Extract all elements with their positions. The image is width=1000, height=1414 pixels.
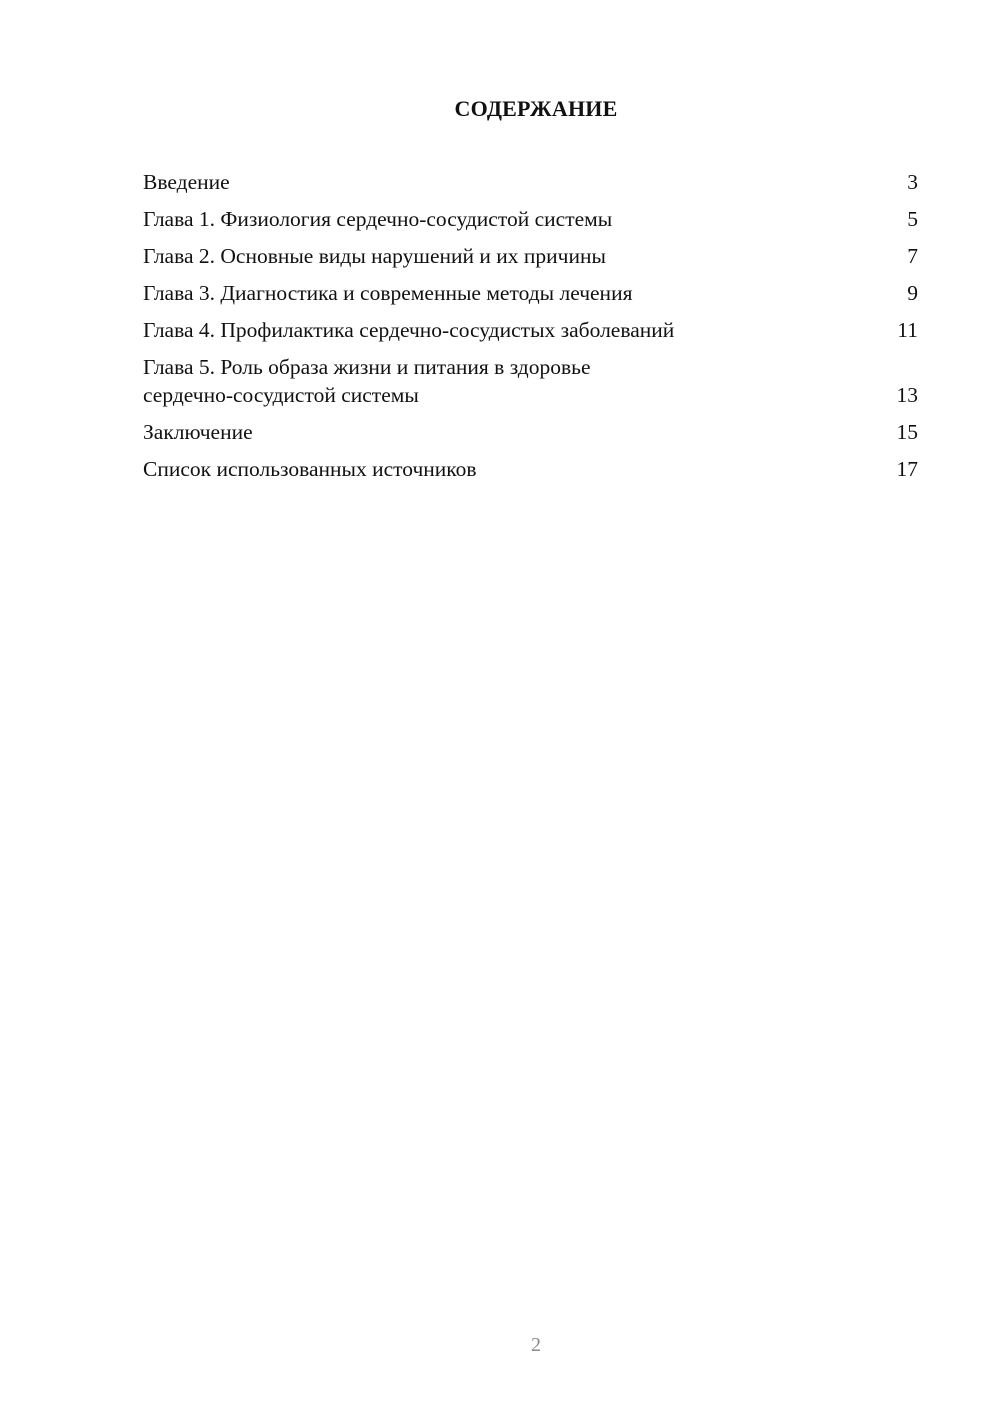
- toc-entry-page: 17: [896, 457, 918, 481]
- toc-entry-chapter-5[interactable]: [143, 353, 918, 409]
- toc-entry-page: 15: [896, 420, 918, 444]
- toc-entry-text: Список использованных источников: [143, 457, 477, 481]
- toc-entry-chapter-2[interactable]: [143, 242, 918, 270]
- toc-entry-page: 9: [907, 281, 918, 305]
- toc-entry-chapter-3[interactable]: [143, 279, 918, 307]
- toc-entry-page: 3: [907, 170, 918, 194]
- toc-entry-references[interactable]: [143, 455, 918, 483]
- toc-entry-text: Глава 1. Физиология сердечно-сосудистой системы: [143, 207, 613, 231]
- toc-entry-chapter-4[interactable]: [143, 316, 918, 344]
- toc-entry-page: 11: [897, 318, 918, 342]
- toc-entry-page: 13: [896, 383, 918, 407]
- toc-entry-conclusion[interactable]: [143, 418, 918, 446]
- toc-entry-text: Введение: [143, 170, 230, 194]
- toc-title: СОДЕРЖАНИЕ: [454, 96, 618, 121]
- toc-entry-text: Заключение: [143, 420, 253, 444]
- toc-entry-text: Глава 5. Роль образа жизни и питания в здоровье сердечно-сосудистой системы: [143, 355, 591, 407]
- toc-entry-page: 5: [907, 207, 918, 231]
- toc-entry-chapter-1[interactable]: [143, 205, 918, 233]
- toc-entry-text: Глава 2. Основные виды нарушений и их причины: [143, 244, 606, 268]
- page-number: 2: [531, 1334, 541, 1356]
- toc-entry-page: 7: [907, 244, 918, 268]
- toc-list: [143, 168, 918, 492]
- toc-entry-text: Глава 4. Профилактика сердечно-сосудистых заболеваний: [143, 318, 675, 342]
- toc-entry-text: Глава 3. Диагностика и современные методы лечения: [143, 281, 633, 305]
- toc-entry-introduction[interactable]: [143, 168, 918, 196]
